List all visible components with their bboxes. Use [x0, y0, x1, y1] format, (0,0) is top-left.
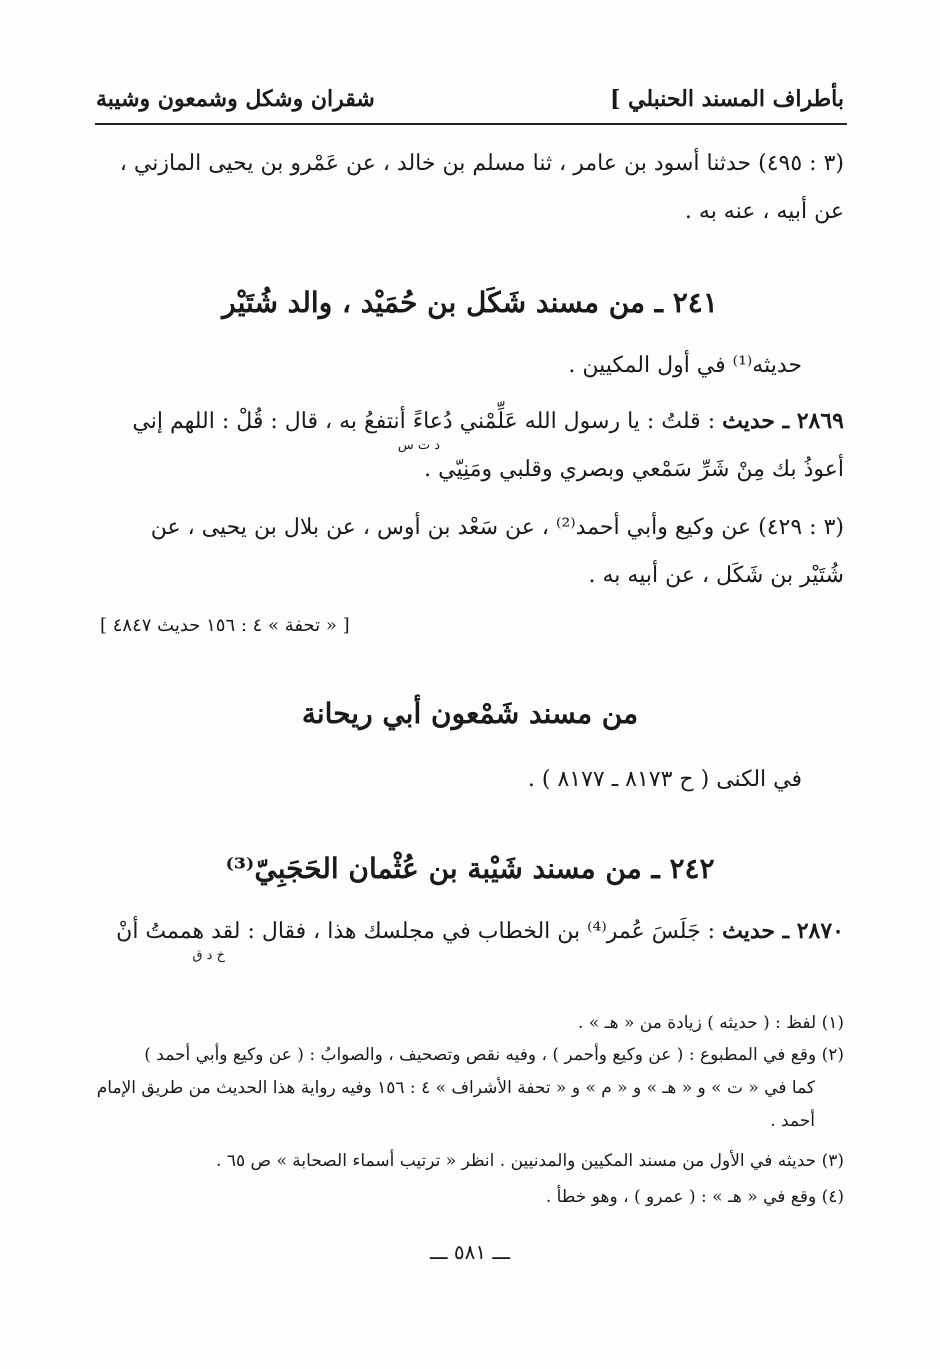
hadith-2869-sigla: د ت س: [397, 438, 440, 453]
hadith-2870-sigla: خ د ق: [192, 948, 225, 963]
section-title-242: ٢٤٢ ـ من مسند شَيْبة بن عُثْمان الحَجَبِيّ⁽³⁾: [225, 852, 715, 885]
tuhfa-reference: [ « تحفة » ٤ : ١٥٦ حديث ٤٨٤٧ ]: [100, 615, 350, 636]
running-header-left: شقران وشكل وشمعون وشيبة: [96, 86, 375, 112]
running-header-right: بأطراف المسند الحنبلي ]: [609, 86, 844, 112]
hadith-2869-isnad-1: (٣ : ٤٢٩) عن وكيع وأبي أحمد⁽²⁾ ، عن سَعْد بن أوس ، عن بلال بن يحيى ، عن: [150, 515, 844, 540]
section-title-shamoun: من مسند شَمْعون أبي ريحانة: [301, 697, 639, 730]
section-title-241: ٢٤١ ـ من مسند شَكَل بن حُمَيْد ، والد شُتَيْر: [222, 286, 718, 319]
hadith-number: ٢٨٧٠ ـ حديث: [722, 918, 844, 944]
hadith-2869-line-2: أعوذُ بك مِنْ شَرِّ سَمْعي وبصري وقلبي ومَنِيّي .: [424, 457, 844, 482]
hadith-2870-line-1: [116, 918, 844, 944]
isnad-line-1: (٣ : ٤٩٥) حدثنا أسود بن عامر ، ثنا مسلم بن خالد ، عن عَمْرو بن يحيى المازني ،: [119, 151, 844, 176]
footnote-3: (٣) حديثه في الأول من مسند المكيين والمدنيين . انظر « ترتيب أسماء الصحابة » ص ٦٥ .: [216, 1151, 844, 1171]
footnote-4: (٤) وقع في « هـ » : ( عمرو ) ، وهو خطأ .: [545, 1187, 844, 1207]
hadith-text: : جَلَسَ عُمر⁽⁴⁾ بن الخطاب في مجلسك هذا ، فقال : لقد هممتُ أنْ: [116, 919, 723, 944]
footnote-1: (١) لفظ : ( حديثه ) زيادة من « هـ » .: [578, 1013, 844, 1033]
section-note-shamoun: في الكنى ( ح ٨١٧٣ ـ ٨١٧٧ ) .: [527, 767, 802, 792]
hadith-number: ٢٨٦٩ ـ حديث: [722, 408, 844, 434]
page-number: ـــ ٥٨١ ـــ: [429, 1240, 511, 1264]
isnad-line-2: عن أبيه ، عنه به .: [684, 199, 844, 224]
footnote-2-line-3: أحمد .: [770, 1111, 815, 1131]
hadith-text: : قلتُ : يا رسول الله عَلِّمْني دُعاءً أنتفعُ به ، قال : قُلْ : اللهم إني: [132, 409, 723, 434]
header-rule: [95, 123, 847, 125]
footnote-2-line-2: كما في « ت » و « هـ » و « م » و « تحفة الأشراف » ٤ : ١٥٦ وفيه رواية هذا الحديث من طريق الإمام: [96, 1078, 815, 1098]
hadith-2869-line-1: [132, 408, 844, 434]
hadith-2869-isnad-2: شُتَيْر بن شَكَل ، عن أبيه به .: [588, 563, 844, 588]
footnote-2-line-1: (٢) وقع في المطبوع : ( عن وكيع وأحمر ) ، وفيه نقص وتصحيف ، والصوابُ : ( عن وكيع وأبي أحمد ): [144, 1045, 844, 1065]
section-note-241: حديثه⁽¹⁾ في أول المكيين .: [568, 353, 802, 378]
